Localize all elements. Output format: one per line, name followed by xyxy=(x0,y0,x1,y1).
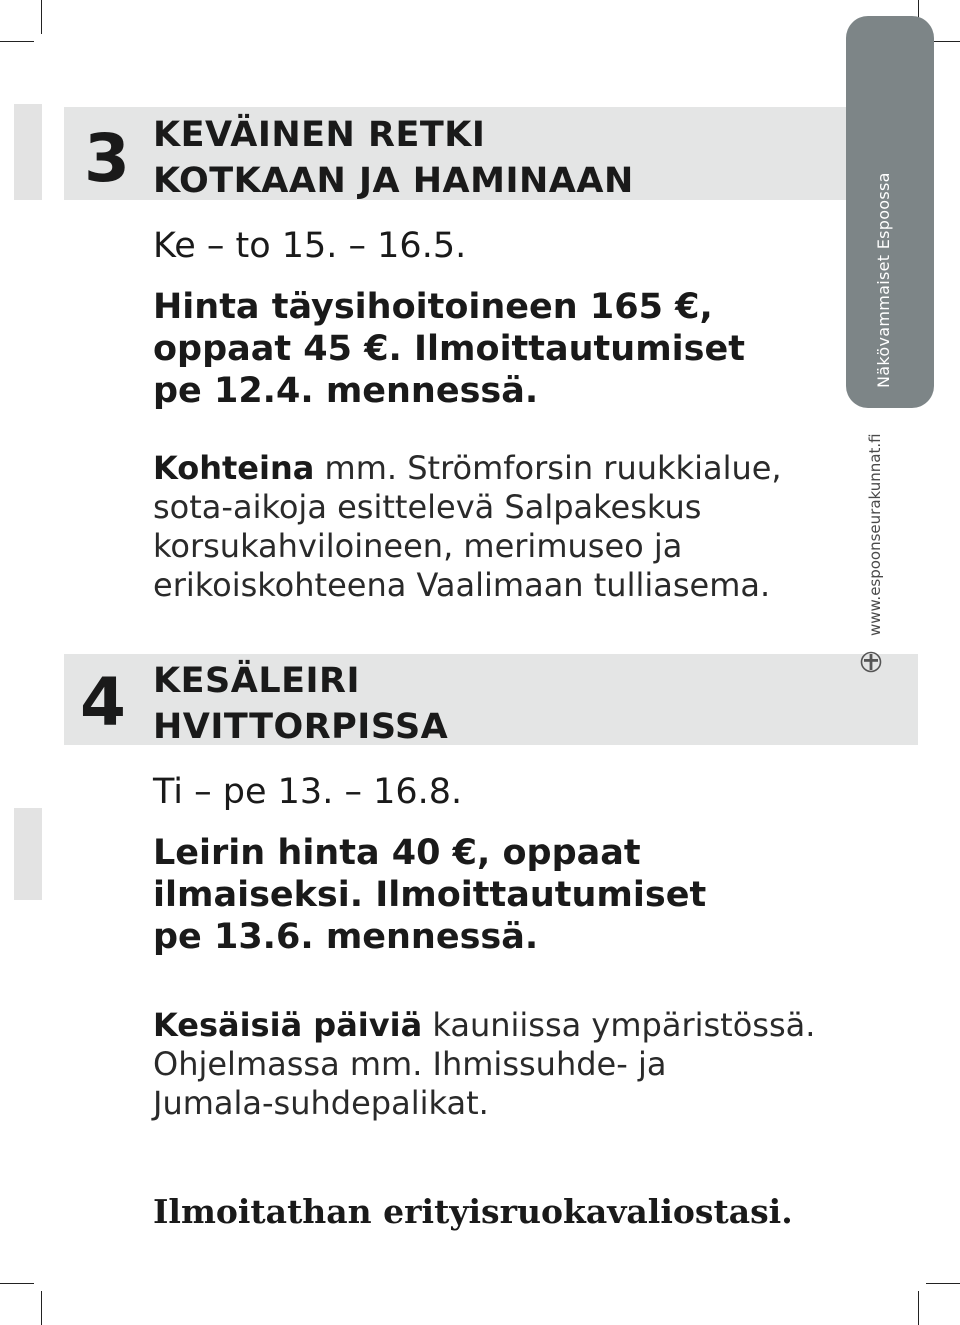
section-date: Ti – pe 13. – 16.8. xyxy=(153,772,463,812)
description-line: korsukahviloineen, merimuseo ja xyxy=(153,527,683,565)
section-title-line: HVITTORPISSA xyxy=(153,707,449,747)
crop-mark xyxy=(926,1283,960,1284)
crop-mark xyxy=(918,1291,919,1325)
price-line: oppaat 45 €. Ilmoittautumiset xyxy=(153,329,745,369)
section-title-line: KESÄLEIRI xyxy=(153,661,361,701)
price-line: pe 12.4. mennessä. xyxy=(153,371,539,411)
description-line xyxy=(153,1006,815,1045)
price-line: Hinta täysihoitoineen 165 €, xyxy=(153,287,713,327)
description-line xyxy=(153,449,782,488)
crop-mark xyxy=(0,1283,34,1284)
decorative-strip xyxy=(14,808,42,900)
description-line: Ohjelmassa mm. Ihmissuhde- ja xyxy=(153,1045,667,1083)
cross-circle-icon xyxy=(860,651,882,673)
section-price xyxy=(153,832,706,958)
description-text: kauniissa ympäristössä. xyxy=(422,1006,816,1044)
section-title xyxy=(153,658,448,750)
description-line: sota-aikoja esittelevä Salpakeskus xyxy=(153,488,702,526)
crop-mark xyxy=(41,0,42,34)
side-url: www.espoonseurakunnat.fi xyxy=(866,433,884,636)
decorative-strip xyxy=(14,104,42,200)
section-number: 4 xyxy=(80,664,125,741)
crop-mark xyxy=(0,41,34,42)
side-tab-label: Näkövammaiset Espoossa xyxy=(874,172,893,388)
section-title-line: KEVÄINEN RETKI xyxy=(153,115,486,155)
description-line: erikoiskohteena Vaalimaan tulliasema. xyxy=(153,566,771,604)
crop-mark xyxy=(41,1291,42,1325)
description-lead: Kohteina xyxy=(153,449,315,487)
description-text: mm. Strömforsin ruukkialue, xyxy=(314,449,782,487)
price-line: ilmaiseksi. Ilmoittautumiset xyxy=(153,875,707,915)
price-line: Leirin hinta 40 €, oppaat xyxy=(153,833,641,873)
section-title-line: KOTKAAN JA HAMINAAN xyxy=(153,161,634,201)
footer-note: Ilmoitathan erityisruokavaliostasi. xyxy=(153,1192,793,1231)
section-description xyxy=(153,1006,815,1123)
section-description xyxy=(153,449,782,605)
section-date: Ke – to 15. – 16.5. xyxy=(153,226,467,266)
price-line: pe 13.6. mennessä. xyxy=(153,917,539,957)
description-lead: Kesäisiä päiviä xyxy=(153,1006,423,1044)
section-title xyxy=(153,112,634,204)
section-number: 3 xyxy=(84,120,129,197)
description-line: Jumala-suhdepalikat. xyxy=(153,1084,489,1122)
section-price xyxy=(153,286,745,412)
